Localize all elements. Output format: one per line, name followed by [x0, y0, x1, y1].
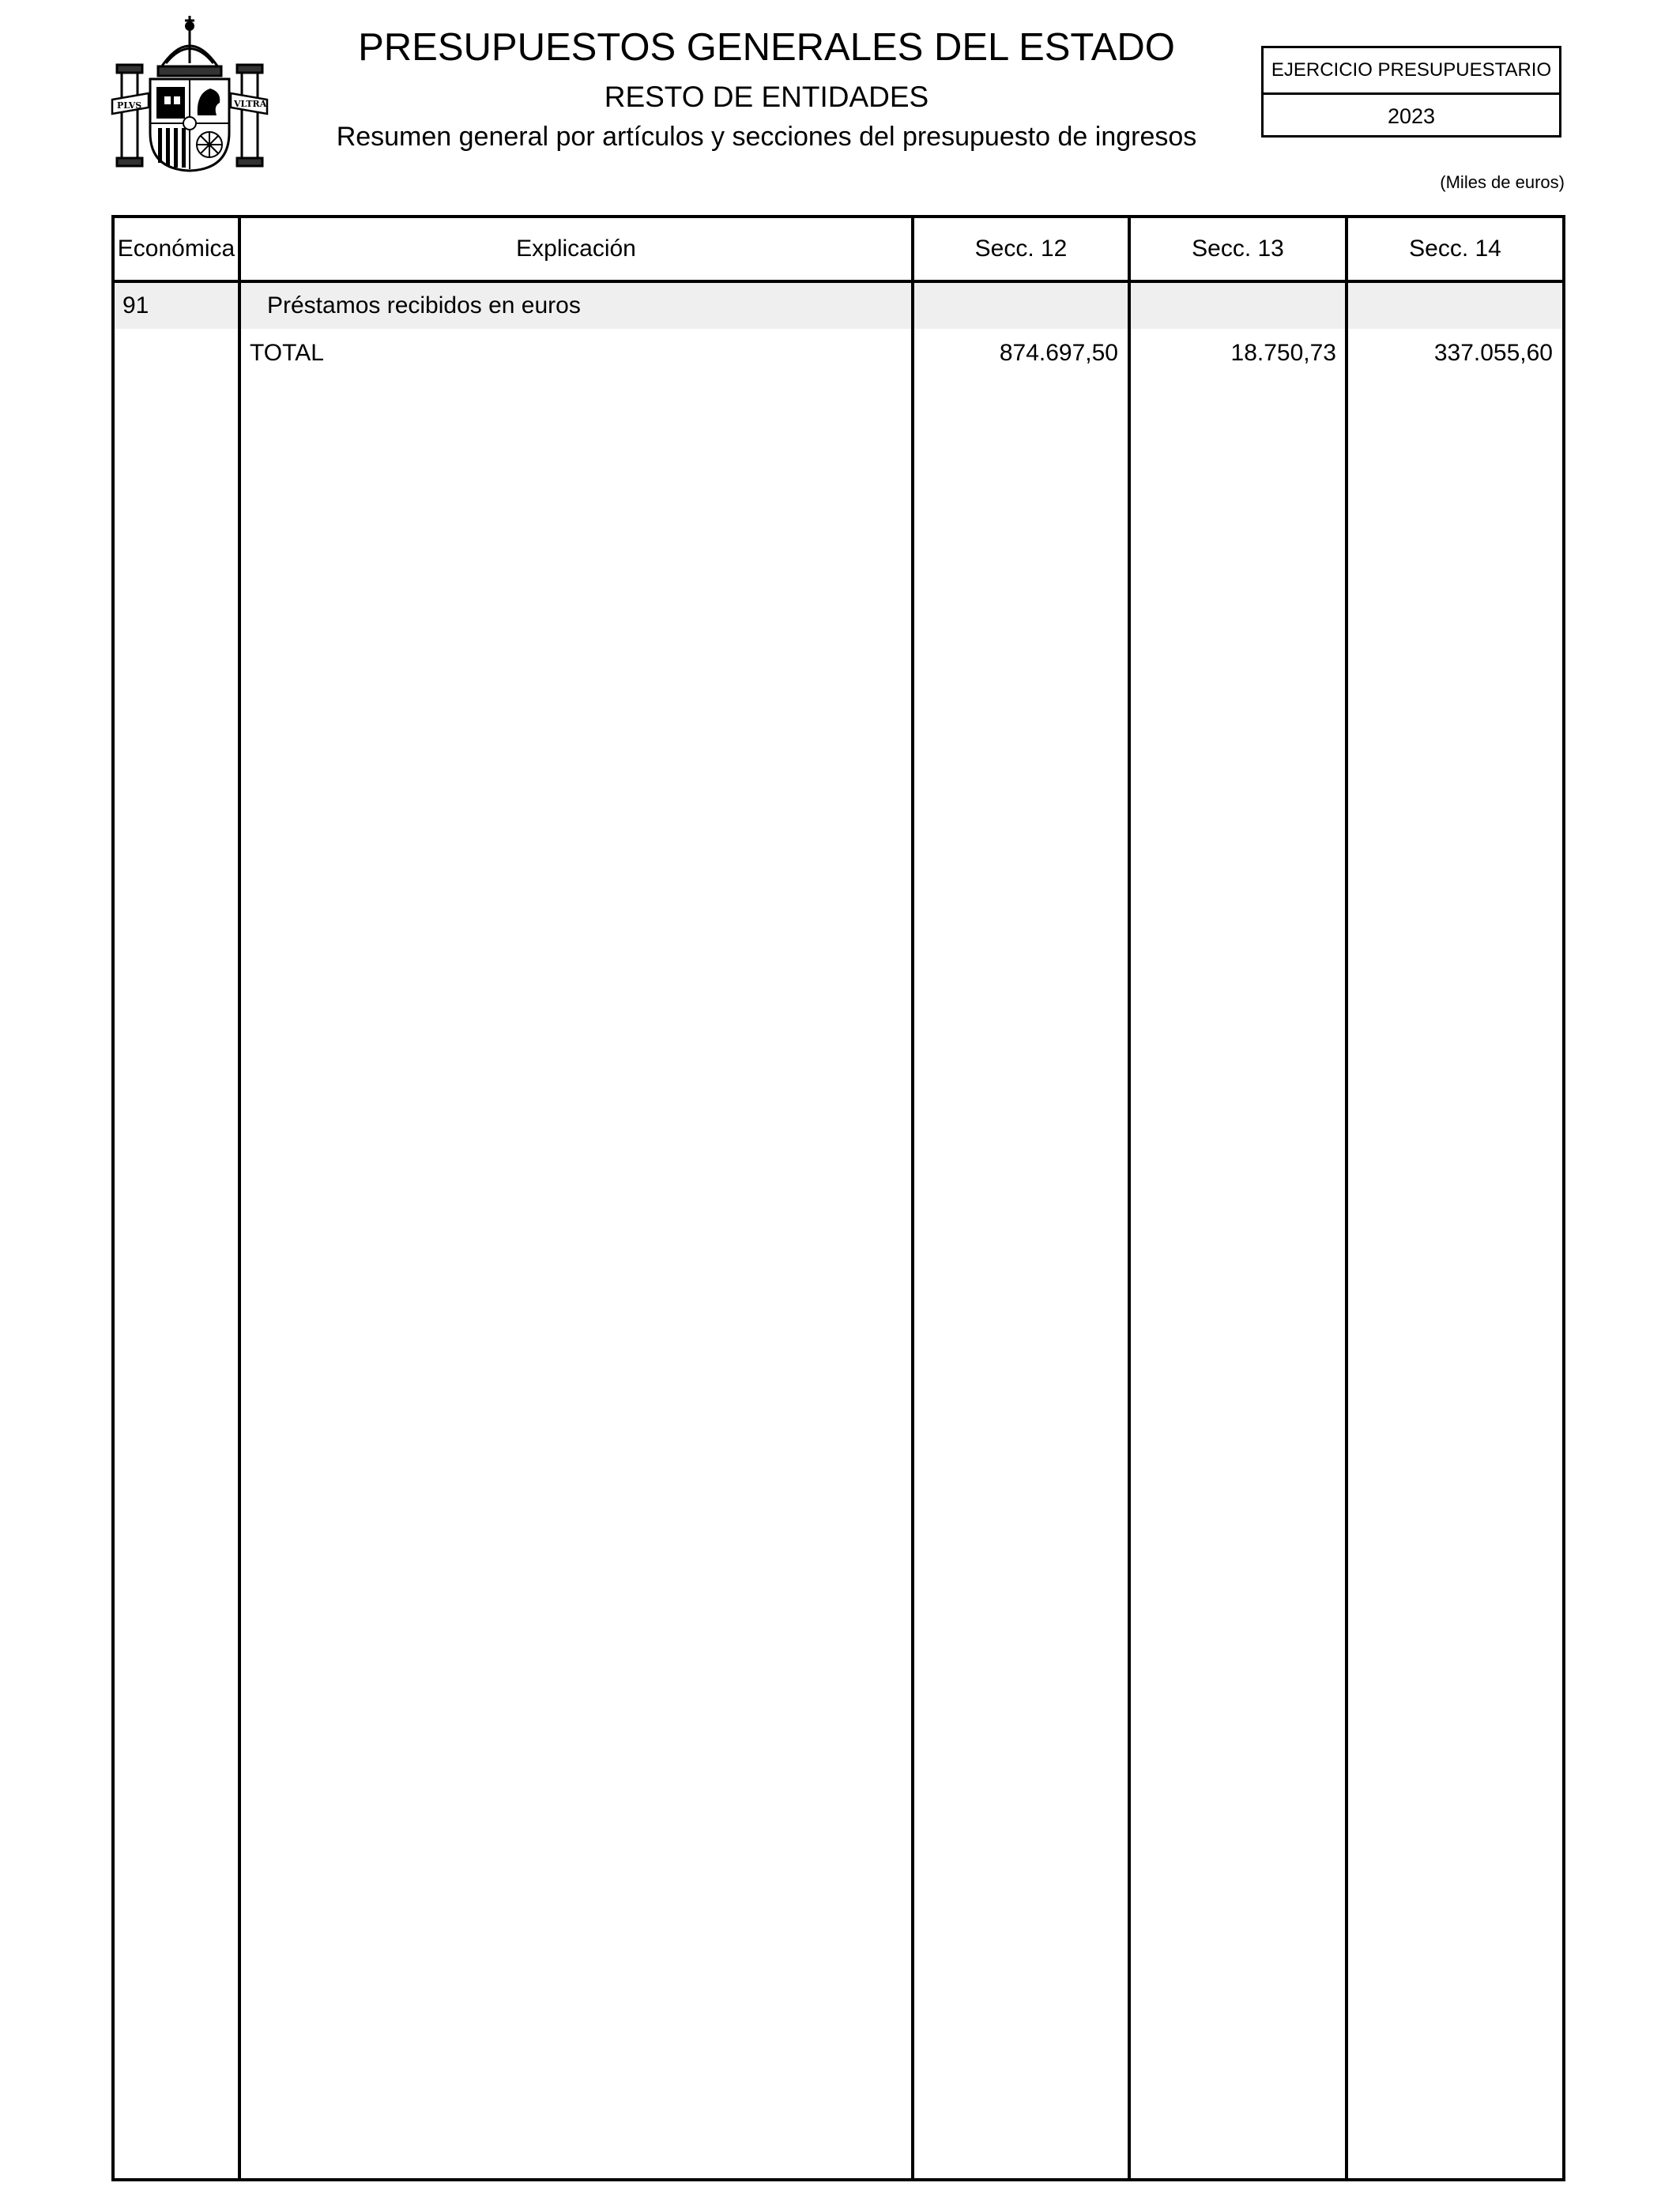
- column-header-economica: Económica: [117, 236, 235, 262]
- column-divider: [1128, 215, 1131, 2181]
- column-divider: [1345, 215, 1348, 2181]
- total-label: TOTAL: [250, 340, 324, 366]
- column-divider: [911, 215, 914, 2181]
- ejercicio-box: [1261, 46, 1561, 138]
- page-description: Resumen general por artículos y secciones del presupuesto de ingresos: [336, 122, 1197, 152]
- page-subtitle: RESTO DE ENTIDADES: [604, 81, 929, 113]
- page-title: PRESUPUESTOS GENERALES DEL ESTADO: [358, 26, 1175, 69]
- column-divider: [238, 215, 241, 2181]
- ejercicio-year: 2023: [1387, 104, 1436, 128]
- column-header-secc-12: Secc. 12: [974, 236, 1068, 262]
- ejercicio-label: EJERCICIO PRESUPUESTARIO: [1264, 48, 1559, 95]
- crest-motto-ultra: VLTRA: [234, 99, 267, 109]
- total-secc-12: 874.697,50: [999, 340, 1118, 366]
- crest-motto-plus: PLVS: [117, 100, 142, 111]
- row-code: 91: [122, 292, 149, 319]
- row-explanation: Préstamos recibidos en euros: [267, 292, 581, 319]
- column-header-secc-13: Secc. 13: [1192, 236, 1284, 262]
- units-note: (Miles de euros): [1440, 172, 1565, 192]
- column-header-secc-14: Secc. 14: [1409, 236, 1501, 262]
- total-secc-13: 18.750,73: [1230, 340, 1336, 366]
- total-secc-14: 337.055,60: [1433, 340, 1553, 366]
- header-divider: [111, 280, 1565, 283]
- column-header-explicacion: Explicación: [516, 236, 636, 262]
- coat-of-arms-icon: [111, 14, 269, 172]
